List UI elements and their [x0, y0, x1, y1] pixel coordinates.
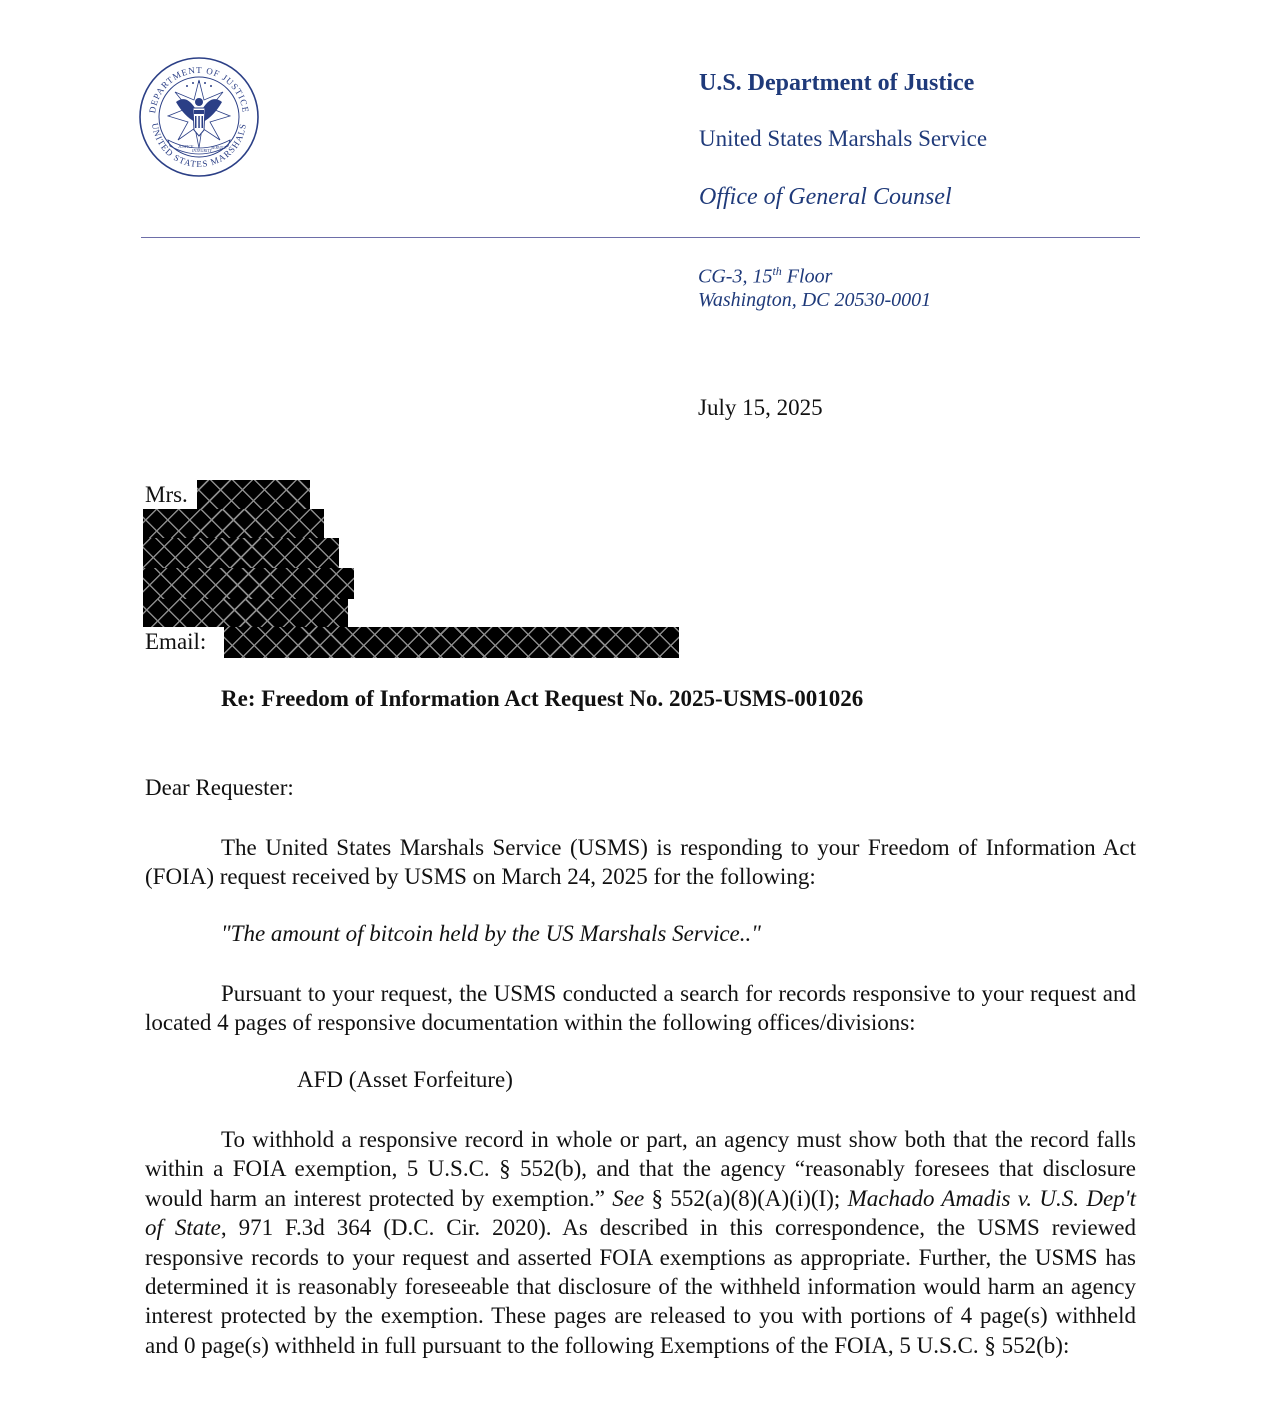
- subject-line: Re: Freedom of Information Act Request No. 2025-USMS-001026: [221, 686, 864, 711]
- office-list-item: AFD (Asset Forfeiture): [297, 1067, 513, 1092]
- request-quote: "The amount of bitcoin held by the US Marshals Service..": [221, 921, 761, 946]
- redaction-address-line-3: [143, 568, 354, 599]
- greeting: Dear Requester:: [145, 775, 294, 800]
- redaction-name: [197, 480, 310, 509]
- body-paragraph-2: Pursuant to your request, the USMS conducted a search for records responsive to your request and located 4 pages of responsive documentation within the following offices/divisions:: [145, 981, 1136, 1036]
- svg-text:UNITED STATES MARSHALS: UNITED STATES MARSHALS: [150, 122, 248, 170]
- recipient-salutation-prefix: Mrs.: [145, 482, 188, 507]
- svg-text:INTEGRITY: INTEGRITY: [192, 148, 212, 153]
- svg-text:SERVICE: SERVICE: [211, 145, 227, 150]
- office-heading: Office of General Counsel: [699, 184, 952, 210]
- body-paragraph-1: The United States Marshals Service (USMS) is responding to your Freedom of Information Act (FOIA) request received by USMS on March 24, 2025 for the following:: [145, 835, 1136, 890]
- agency-heading: United States Marshals Service: [699, 126, 988, 151]
- department-heading: U.S. Department of Justice: [699, 70, 975, 96]
- usms-seal-logo: [138, 56, 260, 178]
- address-line-2: Washington, DC 20530-0001: [698, 289, 932, 311]
- redaction-address-line-1: [143, 509, 324, 538]
- case-citation: Machado Amadis v. U.S. Dep't of State: [145, 1185, 1136, 1241]
- body-paragraph-3: To withhold a responsive record in whole or part, an agency must show both that the record falls within a FOIA exemption, 5 U.S.C. § 552(b), and that the agency “reasonably foresees that disclosure would harm an interest protected by exemption.” See § 552(a)(8)(A)(i)(I); Machado Amadis v. U.S. Dep't of State, 971 F.3d 364 (D.C. Cir. 2020). As described in this correspondence, the USMS reviewed responsive records to your request and asserted FOIA exemptions as appropriate. Further, the USMS has determined it is reasonably foreseeable that disclosure of the withheld information would harm an agency interest protected by the exemption. These pages are released to you with portions of 4 page(s) withheld and 0 page(s) withheld in full pursuant to the following Exemptions of the FOIA, 5 U.S.C. § 552(b):: [145, 1127, 1136, 1358]
- svg-text:JUSTICE: JUSTICE: [178, 144, 194, 149]
- redaction-address-line-2: [143, 538, 339, 568]
- svg-text:DEPARTMENT OF JUSTICE: DEPARTMENT OF JUSTICE: [147, 64, 251, 114]
- address-line-1: CG-3, 15th Floor: [698, 264, 833, 288]
- letter-date: July 15, 2025: [698, 395, 823, 420]
- email-label: Email:: [145, 629, 207, 654]
- letterhead-rule: [141, 237, 1140, 238]
- citation-signal: See: [612, 1185, 645, 1211]
- redaction-email: [224, 627, 679, 658]
- redaction-address-line-4: [143, 599, 348, 627]
